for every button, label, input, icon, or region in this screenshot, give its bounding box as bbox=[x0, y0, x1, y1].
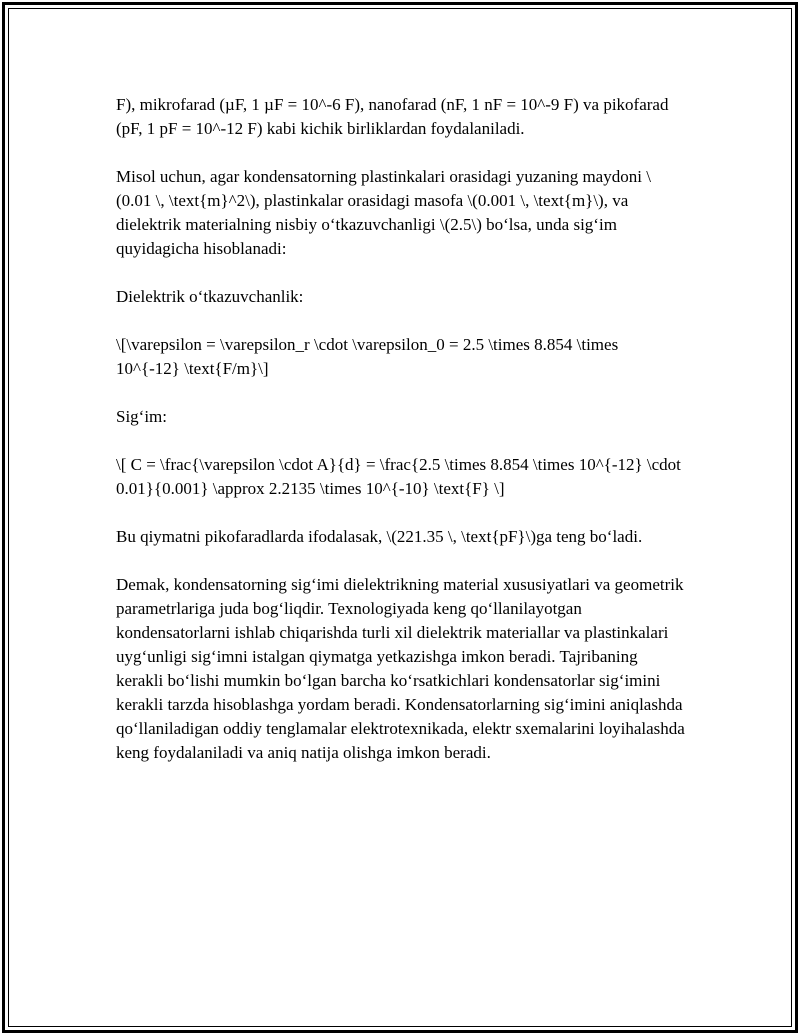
paragraph-picofarad-result: Bu qiymatni pikofaradlarda ifodalasak, \(221.35 \, \text{pF}\)ga teng bo‘ladi. bbox=[116, 527, 643, 546]
paragraph-capacitance-formula: \[ C = \frac{\varepsilon \cdot A}{d} = \frac{2.5 \times 8.854 \times 10^{-12} \cdot 0.01}{0.001} \approx 2.2135 \times 10^{-10} \text{F} \] bbox=[116, 455, 681, 498]
paragraph-capacitance-heading: Sig‘im: bbox=[116, 407, 168, 426]
paragraph-example: Misol uchun, agar kondensatorning plastinkalari orasidagi yuzaning maydoni \(0.01 \, \text{m}^2\), plastinkalar orasidagi masofa \(0.001 \, \text{m}\), va dielektrik materialning nisbiy o‘tkazuvchanligi \(2.5\) bo‘lsa, unda sig‘im quyidagicha hisoblanadi: bbox=[116, 167, 651, 258]
document-body bbox=[116, 93, 686, 789]
paragraph-permittivity-formula: \[\varepsilon = \varepsilon_r \cdot \varepsilon_0 = 2.5 \times 8.854 \times 10^{-12} \text{F/m}\] bbox=[116, 335, 619, 378]
paragraph-units: F), mikrofarad (µF, 1 µF = 10^-6 F), nanofarad (nF, 1 nF = 10^-9 F) va pikofarad (pF, 1 pF = 10^-12 F) kabi kichik birliklardan foydalaniladi. bbox=[116, 95, 669, 138]
paragraph-conclusion: Demak, kondensatorning sig‘imi dielektrikning material xususiyatlari va geometrik parametrlariga juda bog‘liqdir. Texnologiyada keng qo‘llanilayotgan kondensatorlarni ishlab chiqarishda turli xil dielektrik materiallar va plastinkalari uyg‘unligi sig‘imni istalgan qiymatga yetkazishga imkon beradi. Tajribaning kerakli bo‘lishi mumkin bo‘lgan barcha ko‘rsatkichlari kondensatorlar sig‘imini kerakli tarzda hisoblashga yordam beradi. Kondensatorlarning sig‘imini aniqlashda qo‘llaniladigan oddiy tenglamalar elektrotexnikada, elektr sxemalarini loyihalashda keng foydalaniladi va aniq natija olishga imkon beradi. bbox=[116, 575, 685, 762]
paragraph-permittivity-heading: Dielektrik o‘tkazuvchanlik: bbox=[116, 287, 304, 306]
